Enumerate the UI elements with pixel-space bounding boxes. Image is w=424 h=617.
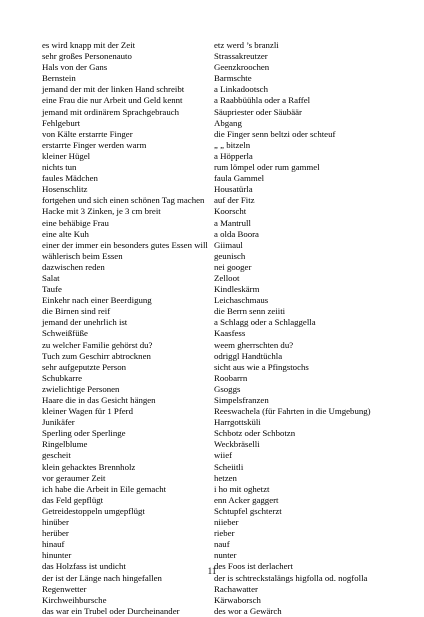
standard-german-term: nichts tun	[42, 162, 77, 173]
glossary-row	[42, 62, 412, 73]
standard-german-term: Fehlgeburt	[42, 117, 81, 128]
standard-german-term: hinauf	[42, 539, 65, 550]
glossary-row	[42, 151, 412, 162]
dialect-term: i ho mit oghetzt	[214, 483, 270, 494]
standard-german-term: klein gehacktes Brennholz	[42, 461, 136, 472]
dialect-term: Roobarrn	[214, 372, 248, 383]
dialect-term: Zelloot	[214, 272, 240, 283]
standard-german-term: Getreidestoppeln umgepflügt	[42, 505, 145, 516]
dialect-term: der is schtreckstalängs higfolla od. nogfolla	[214, 572, 368, 583]
dialect-term: a Mantrull	[214, 217, 251, 228]
standard-german-term: Schubkarre	[42, 372, 83, 383]
dialect-term: rum lömpel oder rum gammel	[214, 162, 320, 173]
standard-german-term: eine Frau die nur Arbeit und Geld kennt	[42, 95, 183, 106]
dialect-term: Weckbräselli	[214, 439, 260, 450]
dialect-term: Schtupfel gschterzt	[214, 505, 282, 516]
glossary-row	[42, 406, 412, 417]
glossary-row	[42, 129, 412, 140]
standard-german-term: kleiner Wagen für 1 Pferd	[42, 406, 133, 417]
glossary-row	[42, 195, 412, 206]
glossary-row	[42, 539, 412, 550]
glossary-row	[42, 251, 412, 262]
dialect-term: a Linkadootsch	[214, 84, 268, 95]
glossary-row	[42, 595, 412, 606]
dialect-term: Strassakreutzer	[214, 51, 268, 62]
dialect-term: des Foos ist derlachert	[214, 561, 293, 572]
standard-german-term: jemand mit ordinärem Sprachgebrauch	[42, 106, 180, 117]
standard-german-term: Schweißfüße	[42, 328, 88, 339]
dialect-term: Säupriester oder Säubäär	[214, 106, 302, 117]
dialect-term: Barmschte	[214, 73, 252, 84]
standard-german-term: der ist der Länge nach hingefallen	[42, 572, 162, 583]
standard-german-term: Taufe	[42, 284, 62, 295]
dialect-term: nei googer	[214, 261, 252, 272]
standard-german-term: das war ein Trubel oder Durcheinander	[42, 605, 180, 616]
glossary-row	[42, 162, 412, 173]
glossary-row	[42, 218, 412, 229]
dialect-term: a Raabbüühla oder a Raffel	[214, 95, 311, 106]
dialect-term: Harrgottsküli	[214, 417, 261, 428]
glossary-row	[42, 373, 412, 384]
dialect-term: Gsoggs	[214, 383, 241, 394]
dialect-term: Kindleskärm	[214, 284, 260, 295]
standard-german-term: gescheit	[42, 450, 71, 461]
dialect-term: etz werd ’s branzli	[214, 40, 279, 50]
dialect-term: Geenzkroochen	[214, 62, 270, 73]
standard-german-term: vor geraumer Zeit	[42, 472, 106, 483]
standard-german-term: das Feld gepflügt	[42, 494, 104, 505]
dialect-term: „ „ bitzeln	[214, 139, 251, 150]
dialect-term: Rachawatter	[214, 583, 258, 594]
dialect-term: a Höpperla	[214, 150, 253, 161]
standard-german-term: herüber	[42, 528, 69, 539]
dialect-term: odriggl Handtüchla	[214, 350, 283, 361]
standard-german-term: faules Mädchen	[42, 173, 98, 184]
dialect-term: Giimaul	[214, 239, 243, 250]
dialect-term: Housatürla	[214, 184, 253, 195]
dialect-term: geunisch	[214, 250, 246, 261]
standard-german-term: ich habe die Arbeit in Eile gemacht	[42, 483, 167, 494]
standard-german-term: erstarrte Finger werden warm	[42, 139, 147, 150]
dialect-term: des wor a Gewärch	[214, 605, 282, 616]
standard-german-term: Einkehr nach einer Beerdigung	[42, 295, 152, 306]
dialect-term: Simpelsfranzen	[214, 395, 269, 405]
glossary-row	[42, 284, 412, 295]
standard-german-term: zu welcher Familie gehörst du?	[42, 339, 153, 350]
glossary-row	[42, 506, 412, 517]
glossary-table	[42, 40, 412, 617]
dialect-term: nunter	[214, 550, 237, 561]
dialect-term: Kärwaborsch	[214, 594, 261, 605]
glossary-row	[42, 550, 412, 561]
glossary-row	[42, 229, 412, 240]
standard-german-term: Tuch zum Geschirr abtrocknen	[42, 350, 151, 361]
glossary-row	[42, 450, 412, 461]
standard-german-term: Hals von der Gans	[42, 62, 108, 73]
glossary-row	[42, 473, 412, 484]
glossary-row	[42, 95, 412, 106]
glossary-row	[42, 84, 412, 95]
standard-german-term: Regenwetter	[42, 583, 87, 594]
standard-german-term: Bernstein	[42, 73, 76, 84]
standard-german-term: Sperling oder Sperlinge	[42, 428, 126, 439]
glossary-row	[42, 317, 412, 328]
standard-german-term: eine alte Kuh	[42, 228, 89, 239]
glossary-row	[42, 395, 412, 406]
glossary-row	[42, 439, 412, 450]
standard-german-term: Junikäfer	[42, 417, 75, 428]
dialect-term: Kaasfess	[214, 328, 246, 339]
dialect-term: Koorscht	[214, 206, 247, 217]
standard-german-term: wählerisch beim Essen	[42, 250, 123, 261]
standard-german-term: von Kälte erstarrte Finger	[42, 128, 133, 139]
standard-german-term: hinüber	[42, 517, 69, 528]
glossary-row	[42, 495, 412, 506]
standard-german-term: es wird knapp mit der Zeit	[42, 40, 136, 50]
glossary-row	[42, 528, 412, 539]
glossary-row	[42, 295, 412, 306]
dialect-term: faula Gammel	[214, 173, 265, 184]
dialect-term: auf der Fitz	[214, 195, 255, 206]
standard-german-term: das Holzfass ist undicht	[42, 561, 126, 572]
standard-german-term: Haare die in das Gesicht hängen	[42, 395, 156, 405]
dialect-term: rieber	[214, 528, 235, 539]
standard-german-term: sehr aufgeputzte Person	[42, 361, 127, 372]
glossary-row	[42, 118, 412, 129]
glossary-row	[42, 428, 412, 439]
standard-german-term: zwielichtige Personen	[42, 383, 120, 394]
standard-german-term: sehr großes Personenauto	[42, 51, 132, 62]
standard-german-term: jemand der mit der linken Hand schreibt	[42, 84, 185, 95]
glossary-row	[42, 462, 412, 473]
page-number: 11	[207, 566, 217, 576]
glossary-row	[42, 240, 412, 251]
glossary-row	[42, 73, 412, 84]
dialect-term: wiief	[214, 450, 233, 461]
dialect-term: Schbotz oder Schbotzn	[214, 428, 296, 439]
dialect-term: a olda Boora	[214, 228, 259, 239]
dialect-term: Abgang	[214, 117, 242, 128]
standard-german-term: Hosenschlitz	[42, 184, 88, 195]
dialect-term: hetzen	[214, 472, 237, 483]
standard-german-term: Hacke mit 3 Zinken, je 3 cm breit	[42, 206, 161, 217]
dialect-term: weem gherrschten du?	[214, 339, 294, 350]
glossary-row	[42, 273, 412, 284]
glossary-row	[42, 606, 412, 617]
dialect-term: Reeswachela (für Fahrten in die Umgebung)	[214, 406, 371, 417]
standard-german-term: hinunter	[42, 550, 72, 561]
glossary-row	[42, 362, 412, 373]
glossary-row	[42, 306, 412, 317]
dialect-term: enn Acker gaggert	[214, 494, 279, 505]
standard-german-term: jemand der unehrlich ist	[42, 317, 128, 328]
standard-german-term: Salat	[42, 272, 60, 283]
standard-german-term: Ringelblume	[42, 439, 88, 450]
glossary-row	[42, 173, 412, 184]
standard-german-term: einer der immer ein besonders gutes Essen will	[42, 239, 208, 250]
dialect-term: Scheiitli	[214, 461, 244, 472]
glossary-row	[42, 351, 412, 362]
glossary-row	[42, 40, 412, 51]
dialect-term: die Finger senn beltzi oder schteuf	[214, 128, 336, 139]
dialect-term: nauf	[214, 539, 230, 550]
dialect-term: sicht aus wie a Pfingstochs	[214, 361, 309, 372]
glossary-row	[42, 584, 412, 595]
standard-german-term: fortgehen und sich einen schönen Tag machen	[42, 195, 205, 206]
glossary-row	[42, 262, 412, 273]
standard-german-term: dazwischen reden	[42, 261, 105, 272]
glossary-row	[42, 384, 412, 395]
glossary-row	[42, 340, 412, 351]
glossary-row	[42, 484, 412, 495]
glossary-row	[42, 140, 412, 151]
dialect-term: niieber	[214, 517, 239, 528]
glossary-row	[42, 206, 412, 217]
standard-german-term: eine behäbige Frau	[42, 217, 109, 228]
glossary-row	[42, 107, 412, 118]
glossary-row	[42, 517, 412, 528]
standard-german-term: die Birnen sind reif	[42, 306, 111, 317]
dialect-term: a Schlagg oder a Schlaggella	[214, 317, 316, 328]
standard-german-term: Kirchweihbursche	[42, 594, 107, 605]
standard-german-term: kleiner Hügel	[42, 150, 91, 161]
dialect-term: Leichaschmaus	[214, 295, 269, 306]
glossary-row	[42, 328, 412, 339]
dialect-term: die Berrn senn zeiiti	[214, 306, 286, 317]
glossary-row	[42, 51, 412, 62]
glossary-row	[42, 184, 412, 195]
glossary-row	[42, 417, 412, 428]
